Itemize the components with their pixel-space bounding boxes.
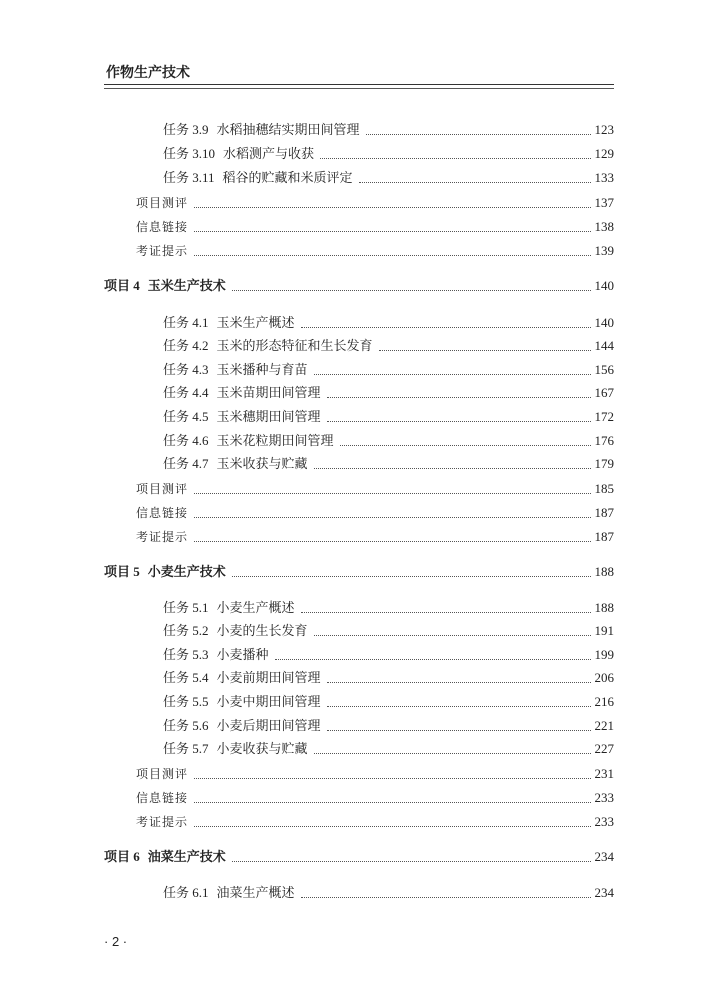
toc-entry-title: 小麦中期田间管理 bbox=[216, 695, 321, 710]
dot-leader bbox=[194, 217, 590, 232]
toc-project-entry[interactable] bbox=[104, 562, 614, 582]
toc-entry-page: 187 bbox=[594, 505, 614, 520]
dot-leader bbox=[340, 431, 591, 446]
dot-leader bbox=[194, 812, 590, 827]
toc-entry-title: 项目测评 bbox=[136, 767, 189, 781]
header-rule-thin bbox=[104, 88, 614, 89]
toc-section-entry[interactable] bbox=[136, 812, 614, 832]
toc-task-entry[interactable] bbox=[163, 431, 614, 451]
toc-section-entry[interactable] bbox=[136, 503, 614, 523]
toc-entry-number: 任务 3.10 bbox=[163, 146, 216, 161]
dot-leader bbox=[327, 716, 591, 731]
toc-entry-title: 玉米生产技术 bbox=[147, 279, 226, 294]
toc-entry-number: 任务 5.5 bbox=[163, 694, 209, 709]
toc-section-entry[interactable] bbox=[136, 479, 614, 499]
toc-entry-title: 小麦的生长发育 bbox=[216, 624, 308, 639]
toc-entry-title: 小麦生产技术 bbox=[147, 565, 226, 580]
dot-leader bbox=[314, 739, 591, 754]
toc-entry-title: 玉米生产概述 bbox=[216, 316, 295, 331]
toc-entry-title: 玉米花粒期田间管理 bbox=[216, 434, 334, 449]
toc-entry-page: 191 bbox=[594, 623, 614, 638]
toc-entry-number: 任务 4.2 bbox=[163, 338, 209, 353]
toc-entry-page: 156 bbox=[594, 362, 614, 377]
dot-leader bbox=[379, 336, 591, 351]
toc-entry-page: 216 bbox=[594, 694, 614, 709]
dot-leader bbox=[194, 193, 590, 208]
toc-task-entry[interactable] bbox=[163, 621, 614, 641]
toc-entry-title: 玉米的形态特征和生长发育 bbox=[216, 339, 373, 354]
toc-task-entry[interactable] bbox=[163, 120, 614, 140]
toc-task-entry[interactable] bbox=[163, 407, 614, 427]
dot-leader bbox=[314, 621, 591, 636]
dot-leader bbox=[194, 503, 590, 518]
dot-leader bbox=[301, 883, 591, 898]
dot-leader bbox=[194, 788, 590, 803]
toc-task-entry[interactable] bbox=[163, 692, 614, 712]
toc-entry-number: 任务 4.5 bbox=[163, 409, 209, 424]
toc-entry-title: 小麦前期田间管理 bbox=[216, 671, 321, 686]
dot-leader bbox=[301, 598, 591, 613]
toc-entry-title: 小麦播种 bbox=[216, 648, 269, 663]
running-header-title: 作物生产技术 bbox=[106, 65, 190, 81]
toc-task-entry[interactable] bbox=[163, 454, 614, 474]
toc-task-entry[interactable] bbox=[163, 383, 614, 403]
toc-section-entry[interactable] bbox=[136, 527, 614, 547]
dot-leader bbox=[327, 692, 591, 707]
toc-task-entry[interactable] bbox=[163, 598, 614, 618]
toc-task-entry[interactable] bbox=[163, 360, 614, 380]
toc-entry-page: 144 bbox=[594, 338, 614, 353]
toc-entry-number: 任务 3.9 bbox=[163, 122, 209, 137]
toc-project-entry[interactable] bbox=[104, 276, 614, 296]
toc-task-entry[interactable] bbox=[163, 144, 614, 164]
dot-leader bbox=[232, 276, 591, 291]
toc-entry-number: 任务 5.3 bbox=[163, 647, 209, 662]
toc-entry-number: 任务 5.1 bbox=[163, 600, 209, 615]
toc-entry-page: 123 bbox=[594, 122, 614, 137]
toc-entry-title: 信息链接 bbox=[136, 791, 189, 805]
toc-entry-title: 玉米穗期田间管理 bbox=[216, 410, 321, 425]
toc-section-entry[interactable] bbox=[136, 241, 614, 261]
toc-entry-number: 任务 6.1 bbox=[163, 885, 209, 900]
dot-leader bbox=[194, 764, 590, 779]
toc-entry-page: 233 bbox=[594, 814, 614, 829]
toc-task-entry[interactable] bbox=[163, 739, 614, 759]
toc-entry-title: 小麦收获与贮藏 bbox=[216, 742, 308, 757]
toc-entry-page: 188 bbox=[594, 564, 614, 579]
toc-task-entry[interactable] bbox=[163, 645, 614, 665]
toc-task-entry[interactable] bbox=[163, 336, 614, 356]
toc-entry-page: 139 bbox=[594, 243, 614, 258]
toc-entry-number: 任务 4.7 bbox=[163, 456, 209, 471]
toc-entry-title: 项目测评 bbox=[136, 482, 189, 496]
dot-leader bbox=[327, 383, 591, 398]
toc-entry-title: 小麦后期田间管理 bbox=[216, 719, 321, 734]
toc-entry-number: 项目 6 bbox=[104, 849, 140, 864]
page-number: · 2 · bbox=[104, 934, 128, 949]
toc-entry-page: 231 bbox=[594, 766, 614, 781]
toc-entry-title: 项目测评 bbox=[136, 196, 189, 210]
dot-leader bbox=[232, 562, 591, 577]
toc-entry-title: 考证提示 bbox=[136, 244, 189, 258]
toc-entry-page: 234 bbox=[594, 849, 614, 864]
toc-entry-page: 187 bbox=[594, 529, 614, 544]
dot-leader bbox=[327, 668, 591, 683]
toc-entry-number: 任务 5.2 bbox=[163, 623, 209, 638]
header-rule-thick bbox=[104, 84, 614, 85]
toc-task-entry[interactable] bbox=[163, 716, 614, 736]
toc-entry-number: 任务 4.4 bbox=[163, 385, 209, 400]
toc-entry-title: 水稻测产与收获 bbox=[223, 147, 315, 162]
toc-entry-number: 任务 4.1 bbox=[163, 315, 209, 330]
dot-leader bbox=[314, 454, 591, 469]
toc-entry-page: 227 bbox=[594, 741, 614, 756]
dot-leader bbox=[232, 847, 591, 862]
toc-entry-page: 167 bbox=[594, 385, 614, 400]
toc-entry-number: 任务 5.6 bbox=[163, 718, 209, 733]
toc-entry-page: 233 bbox=[594, 790, 614, 805]
toc-entry-page: 206 bbox=[594, 670, 614, 685]
toc-task-entry[interactable] bbox=[163, 313, 614, 333]
toc-entry-page: 234 bbox=[594, 885, 614, 900]
toc-task-entry[interactable] bbox=[163, 168, 614, 188]
toc-entry-page: 133 bbox=[594, 170, 614, 185]
toc-entry-page: 138 bbox=[594, 219, 614, 234]
toc-entry-number: 任务 5.7 bbox=[163, 741, 209, 756]
toc-entry-title: 小麦生产概述 bbox=[216, 601, 295, 616]
toc-section-entry[interactable] bbox=[136, 764, 614, 784]
toc-task-entry[interactable] bbox=[163, 668, 614, 688]
toc-entry-page: 140 bbox=[594, 315, 614, 330]
toc-entry-page: 137 bbox=[594, 195, 614, 210]
dot-leader bbox=[194, 241, 590, 256]
dot-leader bbox=[366, 120, 591, 135]
toc-entry-title: 玉米苗期田间管理 bbox=[216, 386, 321, 401]
toc-entry-title: 信息链接 bbox=[136, 506, 189, 520]
toc-entry-page: 221 bbox=[594, 718, 614, 733]
toc-entry-title: 玉米播种与育苗 bbox=[216, 363, 308, 378]
toc-entry-number: 任务 5.4 bbox=[163, 670, 209, 685]
dot-leader bbox=[301, 313, 591, 328]
dot-leader bbox=[320, 144, 590, 159]
toc-entry-title: 玉米收获与贮藏 bbox=[216, 457, 308, 472]
toc-entry-title: 油菜生产技术 bbox=[147, 850, 226, 865]
toc-task-entry[interactable] bbox=[163, 883, 614, 903]
toc-project-entry[interactable] bbox=[104, 847, 614, 867]
toc-entry-page: 140 bbox=[594, 278, 614, 293]
toc-section-entry[interactable] bbox=[136, 788, 614, 808]
toc-entry-number: 任务 3.11 bbox=[163, 170, 215, 185]
toc-entry-title: 考证提示 bbox=[136, 530, 189, 544]
toc-section-entry[interactable] bbox=[136, 193, 614, 213]
toc-entry-number: 项目 5 bbox=[104, 564, 140, 579]
dot-leader bbox=[314, 360, 591, 375]
toc-entry-number: 任务 4.3 bbox=[163, 362, 209, 377]
toc-entry-number: 项目 4 bbox=[104, 278, 140, 293]
toc-entry-page: 172 bbox=[594, 409, 614, 424]
toc-entry-page: 199 bbox=[594, 647, 614, 662]
toc-entry-title: 稻谷的贮藏和米质评定 bbox=[222, 171, 353, 186]
toc-entry-title: 油菜生产概述 bbox=[216, 886, 295, 901]
toc-entry-number: 任务 4.6 bbox=[163, 433, 209, 448]
toc-entry-page: 185 bbox=[594, 481, 614, 496]
dot-leader bbox=[327, 407, 591, 422]
toc-entry-page: 176 bbox=[594, 433, 614, 448]
dot-leader bbox=[359, 168, 591, 183]
toc-section-entry[interactable] bbox=[136, 217, 614, 237]
toc-entry-page: 188 bbox=[594, 600, 614, 615]
toc-entry-title: 考证提示 bbox=[136, 815, 189, 829]
dot-leader bbox=[194, 479, 590, 494]
toc-entry-page: 179 bbox=[594, 456, 614, 471]
dot-leader bbox=[194, 527, 590, 542]
dot-leader bbox=[275, 645, 591, 660]
toc-entry-page: 129 bbox=[594, 146, 614, 161]
toc-entry-title: 信息链接 bbox=[136, 220, 189, 234]
toc-entry-title: 水稻抽穗结实期田间管理 bbox=[216, 123, 360, 138]
